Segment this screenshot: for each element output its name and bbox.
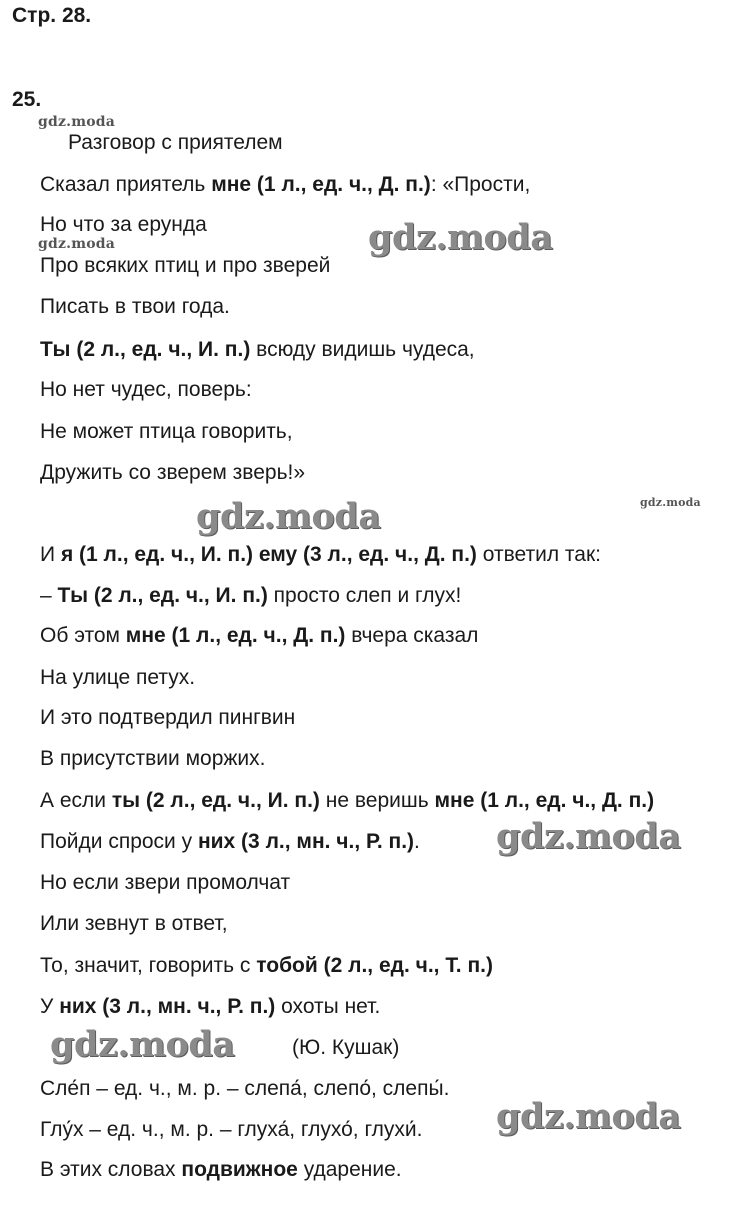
- poem-title: Разговор с приятелем: [68, 131, 283, 154]
- poem-line: А если ты (2 л., ед. ч., И. п.) не веришь мне (1 л., ед. ч., Д. п.): [40, 789, 655, 812]
- watermark: gdz.moda: [38, 236, 116, 252]
- poem-line: Но нет чудес, поверь:: [40, 378, 252, 401]
- watermark: gdz.moda: [496, 816, 681, 857]
- poem-line: В присутствии моржих.: [40, 747, 266, 770]
- note-line: Глу́х – ед. ч., м. р. – глуха́, глухо́, глухи́.: [40, 1118, 423, 1141]
- poem-line: Ты (2 л., ед. ч., И. п.) всюду видишь чудеса,: [40, 338, 475, 361]
- watermark: gdz.moda: [368, 217, 553, 258]
- note-line: В этих словах подвижное ударение.: [40, 1158, 402, 1181]
- poem-line: Об этом мне (1 л., ед. ч., Д. п.) вчера сказал: [40, 624, 479, 647]
- poem-line: У них (3 л., мн. ч., Р. п.) охоты нет.: [40, 995, 381, 1018]
- poem-line: Пойди спроси у них (3 л., мн. ч., Р. п.).: [40, 830, 420, 853]
- watermark: gdz.moda: [496, 1096, 681, 1137]
- note-line: Сле́п – ед. ч., м. р. – слепа́, слепо́, слепы́.: [40, 1077, 450, 1100]
- exercise-number: 25.: [12, 88, 42, 111]
- poem-line: Писать в твои года.: [40, 295, 230, 318]
- watermark: gdz.moda: [640, 496, 701, 509]
- page-reference: Стр. 28.: [12, 4, 92, 27]
- poem-author: (Ю. Кушак): [292, 1036, 400, 1059]
- poem-line: То, значит, говорить с тобой (2 л., ед. ч., Т. п.): [40, 954, 493, 977]
- poem-line: Или зевнут в ответ,: [40, 912, 228, 935]
- poem-line: Но что за ерунда: [40, 213, 207, 236]
- poem-line: И я (1 л., ед. ч., И. п.) ему (3 л., ед. ч., Д. п.) ответил так:: [40, 543, 601, 566]
- poem-line: Сказал приятель мне (1 л., ед. ч., Д. п.): «Прости,: [40, 173, 531, 196]
- watermark: gdz.moda: [38, 114, 116, 130]
- poem-line: Но если звери промолчат: [40, 871, 291, 894]
- poem-line: На улице петух.: [40, 666, 196, 689]
- poem-line: И это подтвердил пингвин: [40, 706, 296, 729]
- poem-line: Про всяких птиц и про зверей: [40, 254, 331, 277]
- poem-line: Дружить со зверем зверь!»: [40, 461, 306, 484]
- poem-line: – Ты (2 л., ед. ч., И. п.) просто слеп и глух!: [40, 584, 462, 607]
- watermark: gdz.moda: [50, 1024, 235, 1065]
- poem-line: Не может птица говорить,: [40, 420, 293, 443]
- watermark: gdz.moda: [196, 496, 381, 537]
